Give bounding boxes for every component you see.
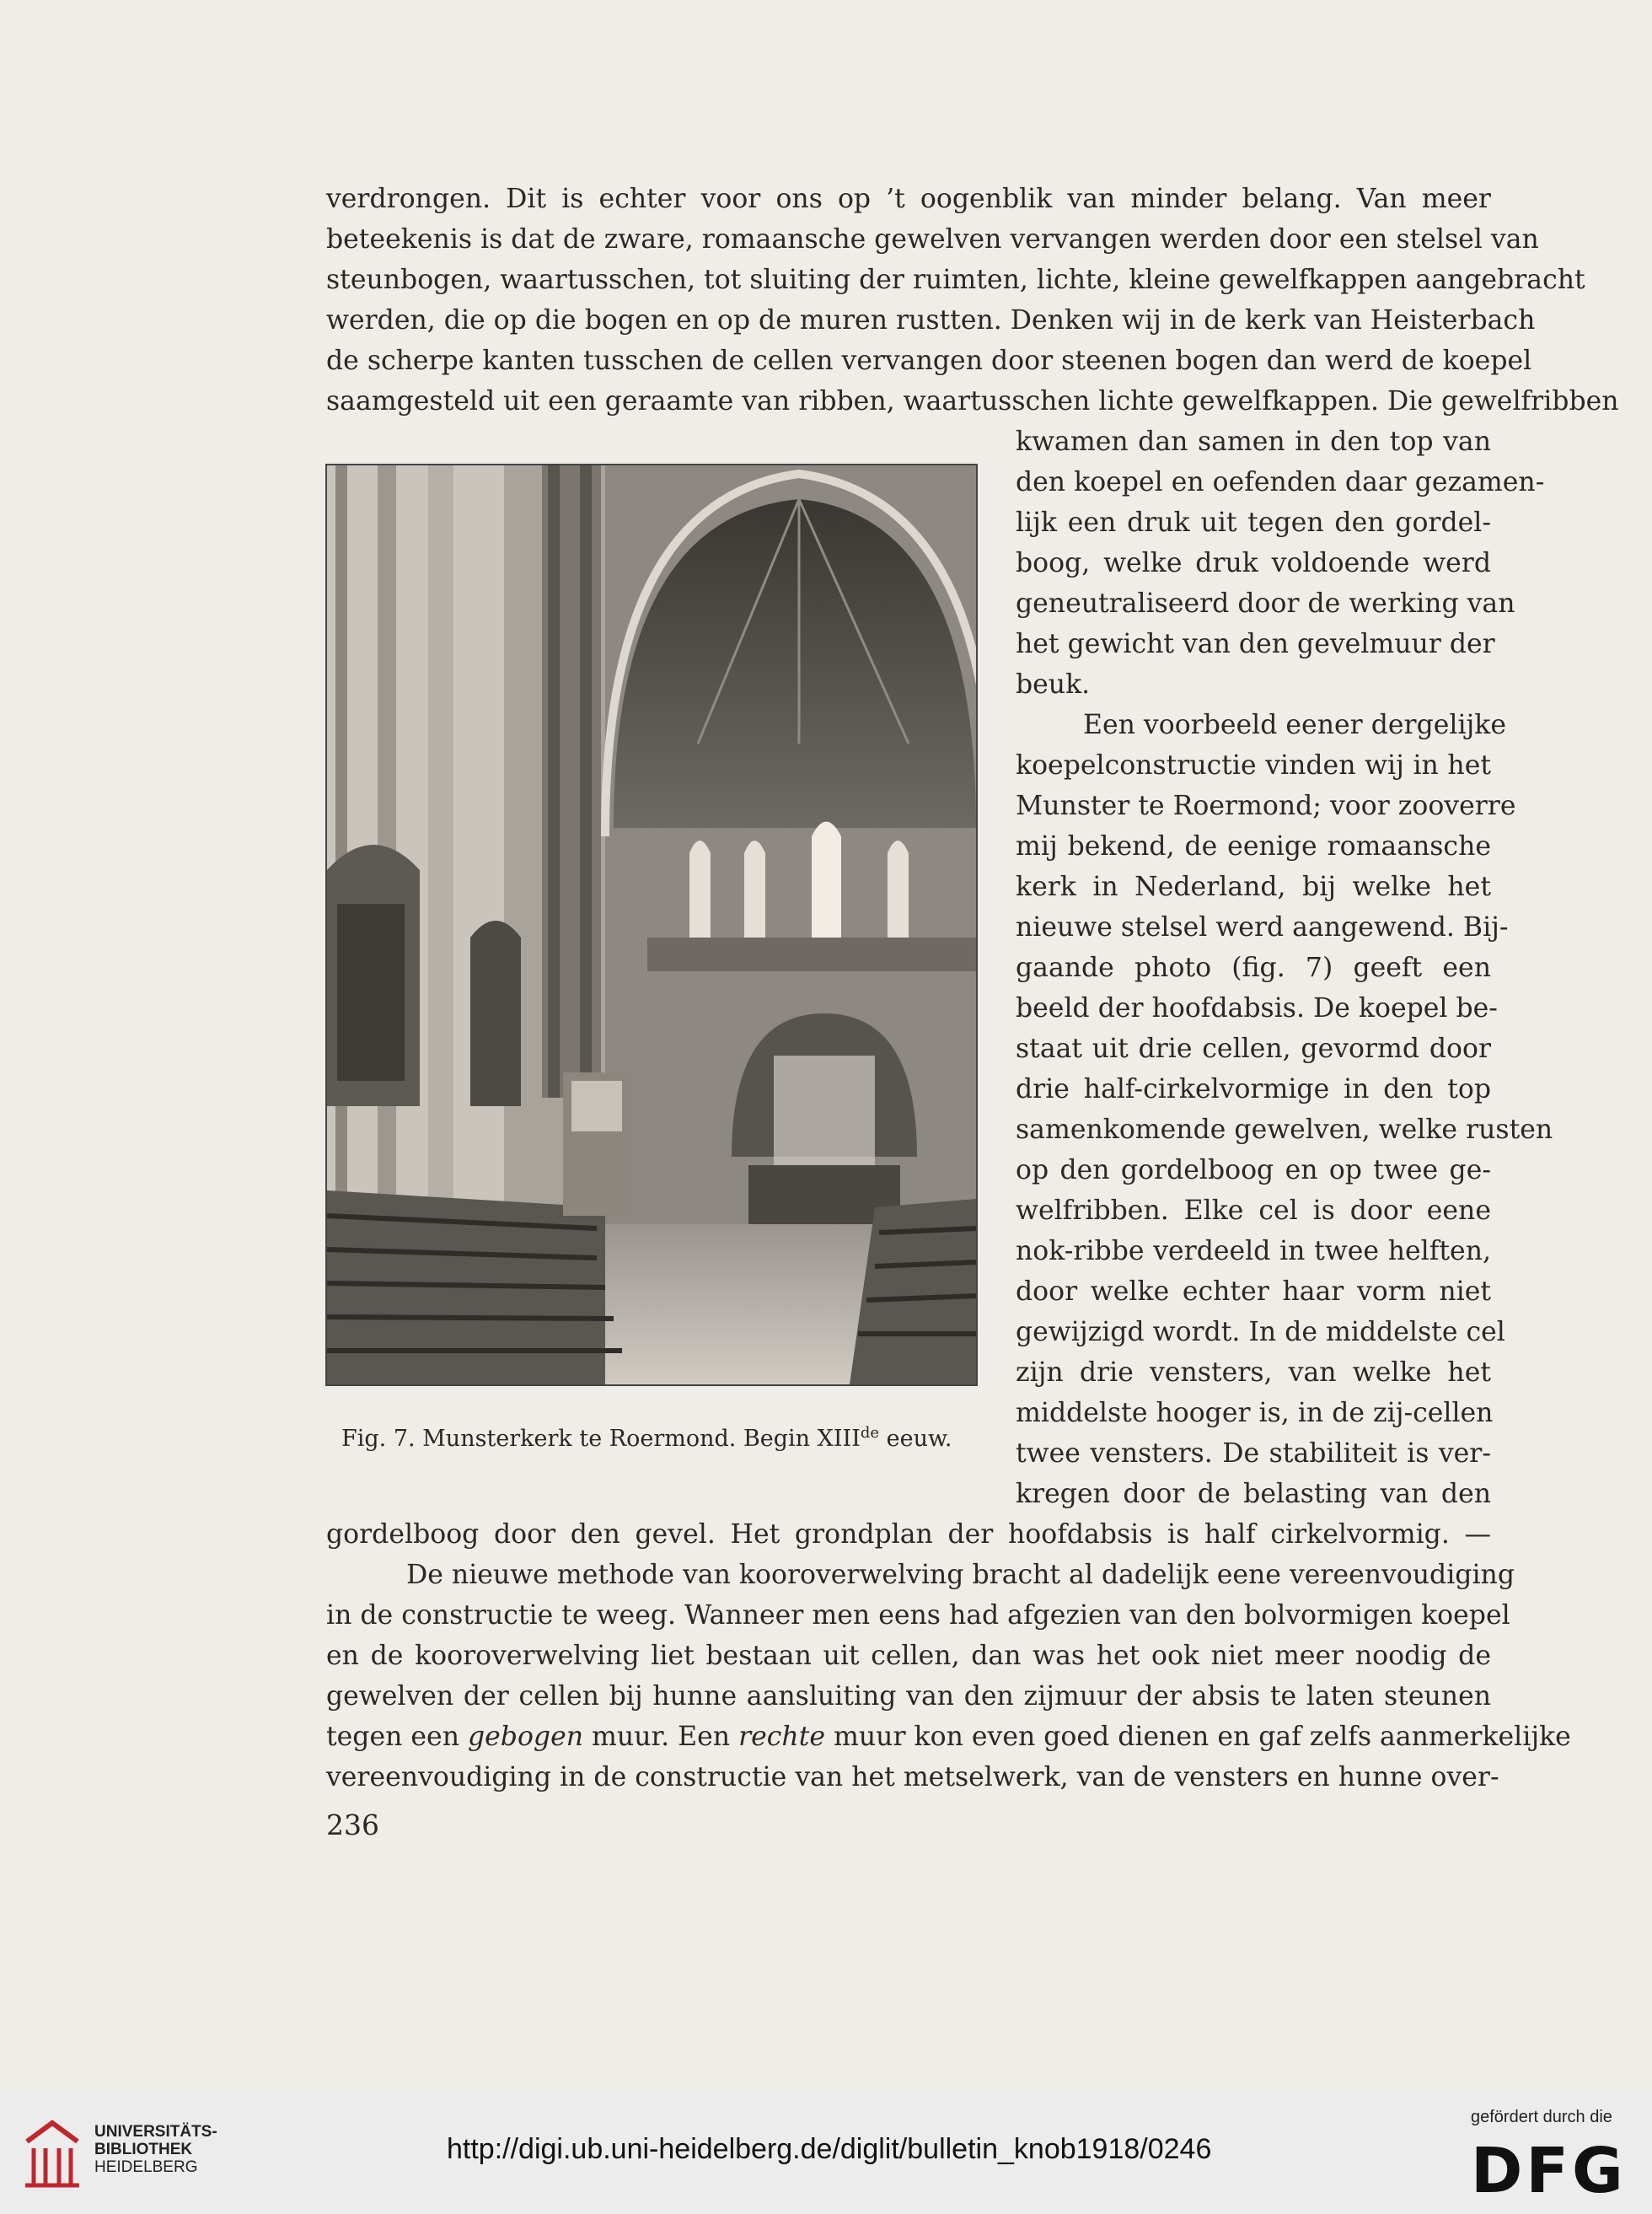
text-line: boog, welke druk voldoende werd bbox=[1016, 548, 1491, 578]
text-line: verdrongen. Dit is echter voor ons op ’t oogenblik van minder belang. Van meer bbox=[326, 184, 1491, 214]
text-line: geneutraliseerd door de werking van bbox=[1016, 588, 1515, 619]
text-line: mij bekend, de eenige romaansche bbox=[1016, 831, 1491, 862]
text-line: kregen door de belasting van den bbox=[1016, 1479, 1491, 1509]
emphasis: gebogen bbox=[468, 1722, 584, 1752]
church-interior-illustration bbox=[327, 465, 976, 1384]
page-number: 236 bbox=[326, 1808, 379, 1841]
dfg-logo: DFG bbox=[1471, 2135, 1627, 2207]
emphasis: rechte bbox=[738, 1722, 825, 1752]
text-line: gewijzigd wordt. In de middelste cel bbox=[1016, 1317, 1505, 1347]
funding-note: gefördert durch die bbox=[1471, 2108, 1612, 2126]
text-line: lijk een druk uit tegen den gordel- bbox=[1016, 508, 1491, 538]
text-line: den koepel en oefenden daar gezamen- bbox=[1016, 467, 1545, 497]
text-line: tegen een gebogen muur. Een rechte muur kon even goed dienen en gaf zelfs aanmerkelijke bbox=[326, 1722, 1571, 1752]
text-line: saamgesteld uit een geraamte van ribben, waartusschen lichte gewelfkappen. Die gewelfribben bbox=[326, 386, 1619, 416]
figure-caption: Fig. 7. Munsterkerk te Roermond. Begin XIIIde eeuw. bbox=[341, 1424, 952, 1452]
library-name: UNIVERSITÄTS- BIBLIOTHEK HEIDELBERG bbox=[94, 2123, 217, 2176]
text-line: vereenvoudiging in de constructie van het metselwerk, van de vensters en hunne over- bbox=[326, 1762, 1499, 1792]
text-line: in de constructie te weeg. Wanneer men eens had afgezien van den bolvormigen koepel bbox=[326, 1600, 1510, 1631]
text-line: het gewicht van den gevelmuur der bbox=[1016, 629, 1495, 659]
text-line: welfribben. Elke cel is door eene bbox=[1016, 1196, 1491, 1226]
text-line: beeld der hoofdabsis. De koepel be- bbox=[1016, 993, 1498, 1024]
text-line: door welke echter haar vorm niet bbox=[1016, 1276, 1491, 1307]
text-line: Munster te Roermond; voor zooverre bbox=[1016, 791, 1516, 821]
footer-bar bbox=[0, 2091, 1652, 2214]
text-line: De nieuwe methode van kooroverwelving bracht al dadelijk eene vereenvoudiging bbox=[406, 1560, 1515, 1590]
text-line: middelste hooger is, in de zij-cellen bbox=[1016, 1398, 1494, 1428]
text-line: gaande photo (fig. 7) geeft een bbox=[1016, 953, 1491, 983]
text-line: nok-ribbe verdeeld in twee helften, bbox=[1016, 1236, 1491, 1266]
text-line: kerk in Nederland, bij welke het bbox=[1016, 872, 1491, 902]
text-line: staat uit drie cellen, gevormd door bbox=[1016, 1034, 1491, 1064]
text-line: beteekenis is dat de zware, romaansche gewelven vervangen werden door een stelsel van bbox=[326, 224, 1539, 255]
text-line: nieuwe stelsel werd aangewend. Bij- bbox=[1016, 912, 1509, 943]
text-line: kwamen dan samen in den top van bbox=[1016, 427, 1491, 457]
text-line: steunbogen, waartusschen, tot sluiting der ruimten, lichte, kleine gewelfkappen aangebracht bbox=[326, 265, 1585, 295]
text-line: gewelven der cellen bij hunne aansluiting van den zijmuur der absis te laten steunen bbox=[326, 1681, 1491, 1712]
text-line: samenkomende gewelven, welke rusten bbox=[1016, 1115, 1553, 1145]
text-line: gordelboog door den gevel. Het grondplan der hoofdabsis is half cirkelvormig. — bbox=[326, 1519, 1491, 1550]
text-line: koepelconstructie vinden wij in het bbox=[1016, 750, 1491, 781]
university-library-logo-icon bbox=[19, 2116, 86, 2189]
source-url-link[interactable]: http://digi.ub.uni-heidelberg.de/diglit/bulletin_knob1918/0246 bbox=[447, 2133, 1212, 2165]
text-line: beuk. bbox=[1016, 669, 1091, 700]
text-line: twee vensters. De stabiliteit is ver- bbox=[1016, 1438, 1491, 1469]
church-interior-photo bbox=[325, 464, 978, 1386]
text-line: Een voorbeeld eener dergelijke bbox=[1083, 710, 1507, 740]
text-line: op den gordelboog en op twee ge- bbox=[1016, 1155, 1491, 1185]
text-line: zijn drie vensters, van welke het bbox=[1016, 1357, 1491, 1388]
text-line: en de kooroverwelving liet bestaan uit cellen, dan was het ook niet meer noodig de bbox=[326, 1641, 1491, 1671]
text-line: werden, die op die bogen en op de muren rustten. Denken wij in de kerk van Heisterbach bbox=[326, 305, 1536, 336]
text-line: drie half-cirkelvormige in den top bbox=[1016, 1074, 1491, 1104]
text-line: de scherpe kanten tusschen de cellen vervangen door steenen bogen dan werd de koepel bbox=[326, 346, 1532, 376]
